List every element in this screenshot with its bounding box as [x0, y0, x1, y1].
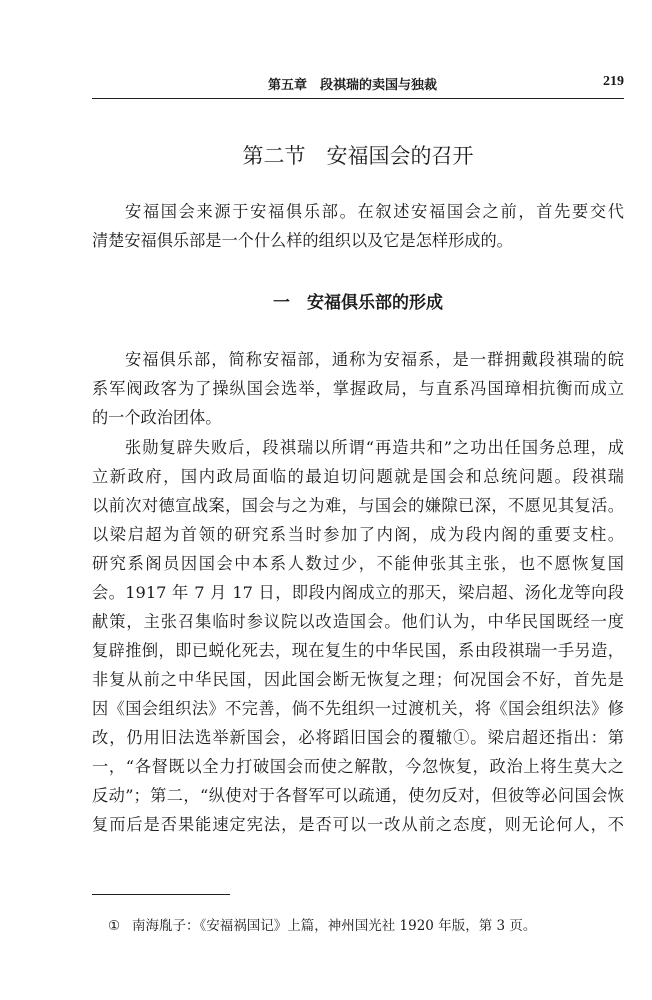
- text-line: 清楚安福俱乐部是一个什么样的组织以及它是怎样形成的。: [92, 231, 513, 250]
- header-rule: [92, 98, 624, 99]
- text-line: 因《国会组织法》不完善，倘不先组织一过渡机关，将《国会组织法》修: [92, 699, 624, 718]
- text-line: 张勋复辟失败后，段祺瑞以所谓“再造共和”之功出任国务总理，成: [125, 438, 624, 457]
- intro-paragraph: [92, 197, 624, 255]
- text-line: 复而后是否果能速定宪法，是否可以一改从前之态度，则无论何人，不: [92, 815, 624, 834]
- text-line: 以梁启超为首领的研究系当时参加了内阁，成为段内阁的重要支柱。: [92, 525, 624, 544]
- subsection-title: 一 安福俱乐部的形成: [273, 293, 443, 313]
- footnote-mark: ①: [108, 918, 121, 934]
- text-line: 安福国会来源于安福俱乐部。在叙述安福国会之前，首先要交代: [125, 202, 624, 221]
- section-title: 第二节 安福国会的召开: [242, 144, 474, 168]
- footnote-rule: [92, 894, 230, 895]
- paragraph-history: [92, 433, 624, 839]
- text-line: 一，“各督既以全力打破国会而使之解散，今忽恢复，政治上将生莫大之: [92, 757, 624, 776]
- paragraph-definition: [92, 345, 624, 432]
- text-line: 系军阀政客为了操纵国会选举，掌握政局，与直系冯国璋相抗衡而成立: [92, 379, 624, 398]
- text-line: 非复从前之中华民国，因此国会断无恢复之理；何况国会不好，首先是: [92, 670, 624, 689]
- text-line: 反动”；第二，“纵使对于各督军可以疏通，使勿反对，但彼等必问国会恢: [92, 786, 624, 805]
- text-line: 安福俱乐部，简称安福部，通称为安福系，是一群拥戴段祺瑞的皖: [125, 350, 624, 369]
- text-line: 献策，主张召集临时参议院以改造国会。他们认为，中华民国既经一度: [92, 612, 624, 631]
- text-line: 的一个政治团体。: [92, 408, 222, 427]
- text-line: 会。1917 年 7 月 17 日，即段内阁成立的那天，梁启超、汤化龙等向段: [92, 583, 624, 602]
- footnote-text: 南海胤子：《安福祸国记》上篇，神州国光社 1920 年版，第 3 页。: [132, 918, 537, 934]
- footnote: [108, 916, 628, 936]
- text-line: 改，仍用旧法选举新国会，必将蹈旧国会的覆辙①。梁启超还指出：第: [92, 728, 624, 747]
- page-number: 219: [603, 74, 624, 89]
- text-line: 复辟推倒，即已蜕化死去，现在复生的中华民国，系由段祺瑞一手另造，: [92, 641, 624, 660]
- chapter-title: 第五章 段祺瑞的卖国与独裁: [268, 78, 438, 93]
- text-line: 立新政府，国内政局面临的最迫切问题就是国会和总统问题。段祺瑞: [92, 467, 624, 486]
- text-line: 研究系阁员因国会中本系人数过少，不能伸张其主张，也不愿恢复国: [92, 554, 624, 573]
- text-line: 以前次对德宣战案，国会与之为难，与国会的嫌隙已深，不愿见其复活。: [92, 496, 624, 515]
- running-header: [92, 74, 624, 96]
